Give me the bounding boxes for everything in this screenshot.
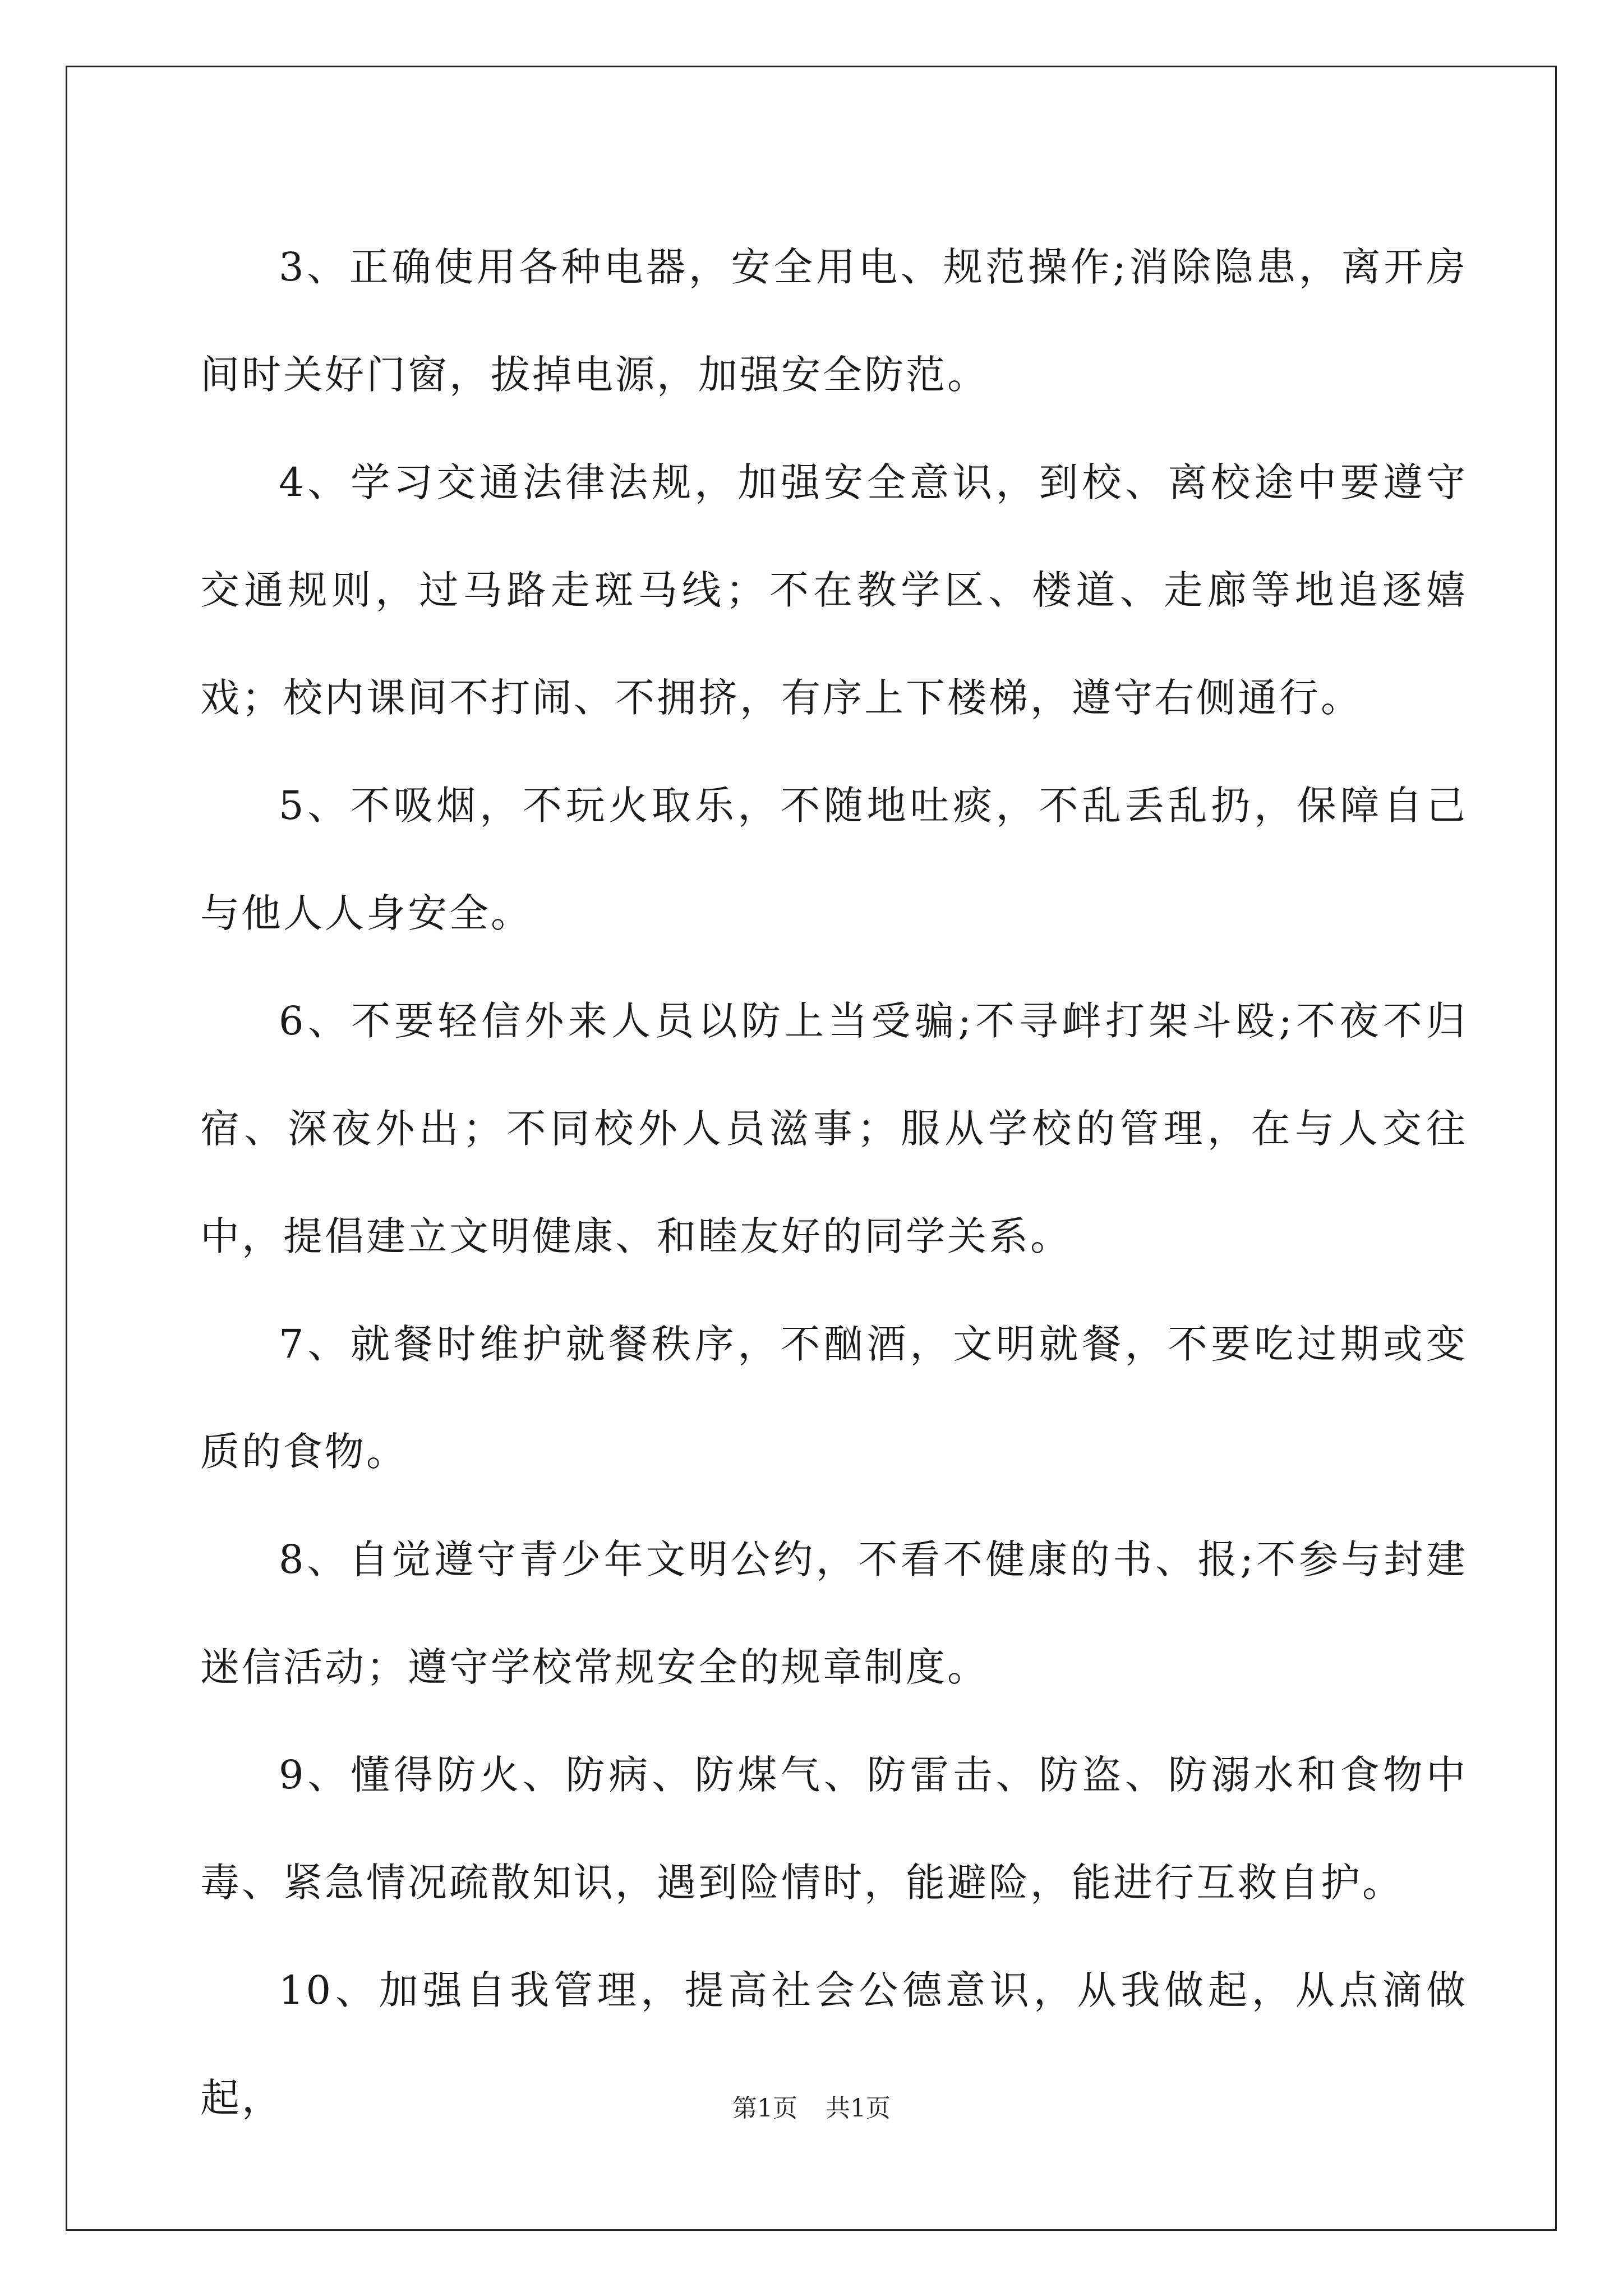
paragraph-9: 9、懂得防火、防病、防煤气、防雷击、防盗、防溺水和食物中毒、紧急情况疏散知识，遇到险情时，能避险，能进行互救自护。: [200, 1752, 1468, 1906]
paragraph-5: 5、不吸烟，不玩火取乐，不随地吐痰，不乱丢乱扔，保障自己与他人人身安全。: [200, 783, 1468, 936]
paragraph-3: 3、正确使用各种电器，安全用电、规范操作;消除隐患，离开房间时关好门窗，拔掉电源，加强安全防范。: [200, 244, 1468, 398]
paragraph-6: 6、不要轻信外来人员以防上当受骗;不寻衅打架斗殴;不夜不归宿、深夜外出；不同校外人员滋事；服从学校的管理，在与人交往中，提倡建立文明健康、和睦友好的同学关系。: [200, 998, 1468, 1259]
page-footer: [0, 2088, 1623, 2124]
paragraph-7: 7、就餐时维护就餐秩序，不酗酒，文明就餐，不要吃过期或变质的食物。: [200, 1321, 1468, 1475]
page-number-total: 共1页: [826, 2094, 891, 2123]
document-body: [200, 213, 1468, 2152]
paragraph-4: 4、学习交通法律法规，加强安全意识，到校、离校途中要遵守交通规则，过马路走斑马线；不在教学区、楼道、走廊等地追逐嬉戏；校内课间不打闹、不拥挤，有序上下楼梯，遵守右侧通行。: [200, 459, 1468, 721]
paragraph-8: 8、自觉遵守青少年文明公约，不看不健康的书、报;不参与封建迷信活动；遵守学校常规安全的规章制度。: [200, 1536, 1468, 1690]
page-number-current: 第1页: [732, 2094, 797, 2123]
paragraph-10: 10、加强自我管理，提高社会公德意识，从我做起，从点滴做起，: [200, 1967, 1468, 2121]
